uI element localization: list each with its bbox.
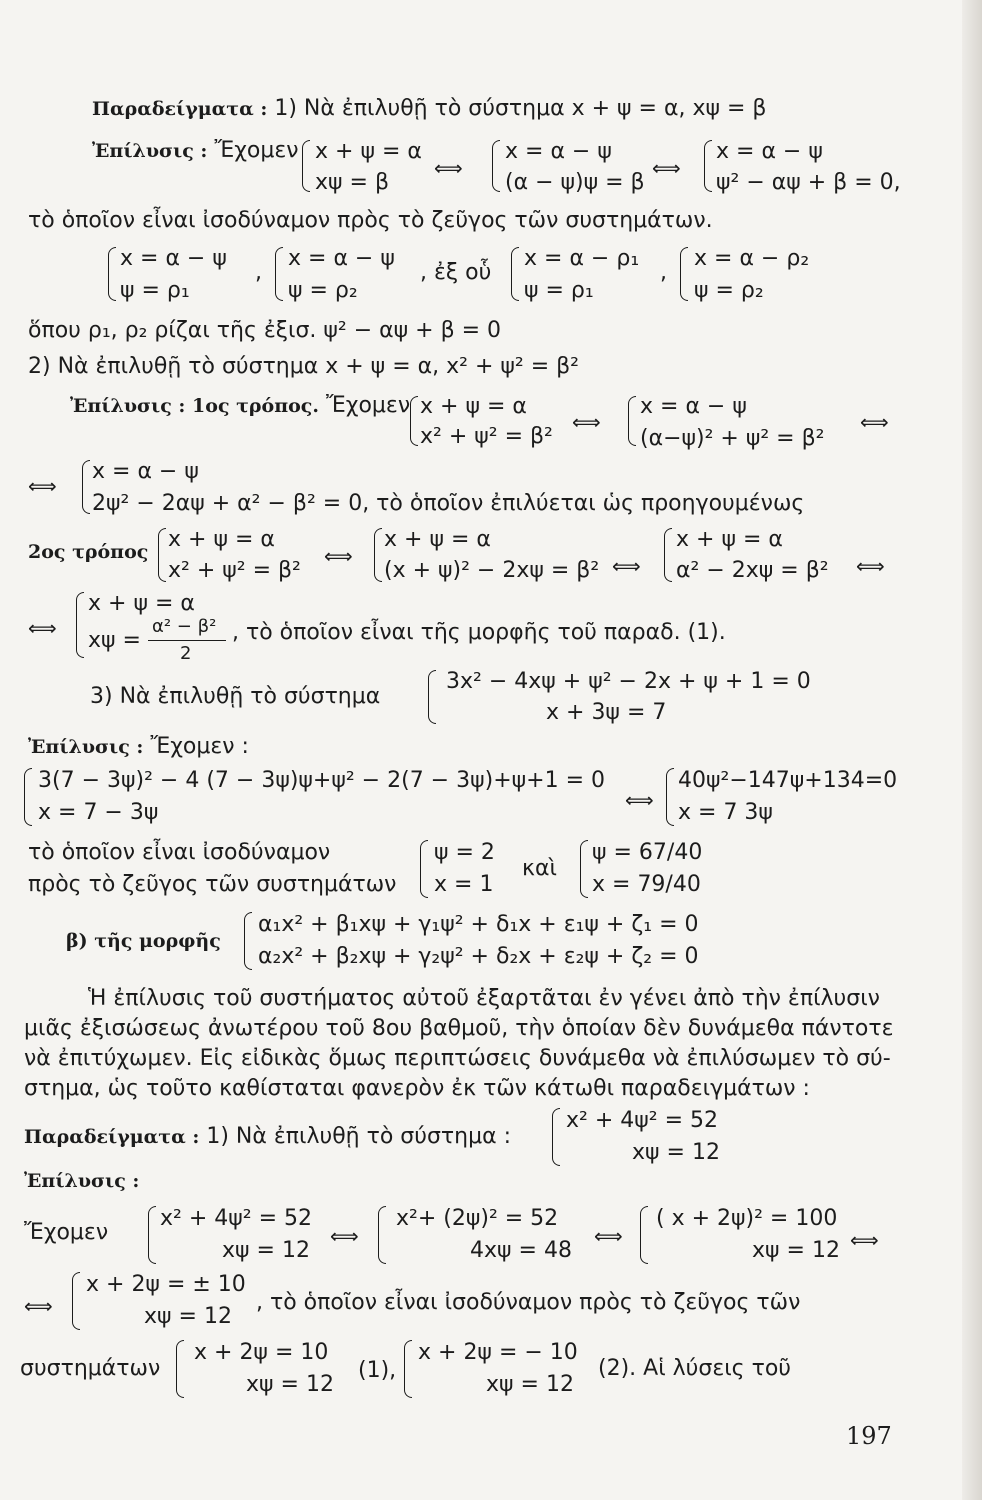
eq: x + ψ = α bbox=[676, 527, 783, 552]
brace bbox=[404, 1340, 412, 1398]
text-line: , τὸ ὁποῖον εἶναι ἰσοδύναμον πρὸς τὸ ζεῦγος τῶν bbox=[256, 1290, 801, 1315]
eq: xψ = 12 bbox=[632, 1140, 720, 1165]
brace bbox=[580, 840, 588, 898]
text-line: τὸ ὁποῖον εἶναι ἰσοδύναμον πρὸς τὸ ζεῦγος τῶν συστημάτων. bbox=[28, 208, 713, 233]
eq: 40ψ²−147ψ+134=0 bbox=[678, 768, 898, 793]
examples-heading: Παραδείγματα : bbox=[24, 1126, 200, 1148]
brace bbox=[666, 768, 674, 826]
eq: x = α − ψ bbox=[716, 139, 823, 164]
solution-line bbox=[92, 140, 299, 162]
eq: (x + ψ)² − 2xψ = β² bbox=[384, 558, 600, 583]
equivalence-arrow: ⟺ bbox=[330, 1224, 359, 1248]
eq: 4xψ = 48 bbox=[470, 1238, 572, 1263]
eq: xψ = 12 bbox=[222, 1238, 310, 1263]
eq: ψ = ρ₂ bbox=[288, 278, 358, 303]
example-2-statement: 2) Νὰ ἐπιλυθῇ τὸ σύστημα x + ψ = α, x² + ψ² = β² bbox=[28, 354, 579, 379]
eq: ψ² − αψ + β = 0, bbox=[716, 170, 901, 195]
eq: xψ = 12 bbox=[486, 1372, 574, 1397]
brace bbox=[76, 592, 84, 658]
brace bbox=[378, 1206, 386, 1264]
example-1-line bbox=[92, 98, 766, 120]
text-line: (2). Αἱ λύσεις τοῦ bbox=[598, 1356, 792, 1381]
fraction-numerator: α² − β² bbox=[152, 616, 217, 637]
eq: (α−ψ)² + ψ² = β² bbox=[640, 426, 825, 451]
eq: ( x + 2ψ)² = 100 bbox=[656, 1206, 838, 1231]
eq: ψ = ρ₁ bbox=[120, 278, 190, 303]
echomen-text: Ἔχομεν bbox=[214, 138, 299, 163]
examples-heading: Παραδείγματα : bbox=[92, 98, 268, 120]
text-line: συστημάτων bbox=[20, 1356, 161, 1381]
text-line: τὸ ὁποῖον εἶναι ἰσοδύναμον bbox=[28, 840, 331, 865]
eq: x + 2ψ = − 10 bbox=[418, 1340, 578, 1365]
eq: x² + 4ψ² = 52 bbox=[566, 1108, 719, 1133]
eq: (α − ψ)ψ = β bbox=[505, 170, 645, 195]
eq: x = α − ρ₂ bbox=[694, 246, 810, 271]
solution-label: Ἐπίλυσις : bbox=[28, 736, 144, 758]
eq: x + 3ψ = 7 bbox=[546, 700, 667, 725]
equivalence-arrow: ⟺ bbox=[572, 410, 601, 434]
eq: x = α − ψ bbox=[92, 459, 199, 484]
example-1-statement: 1) Νὰ ἐπιλυθῇ τὸ σύστημα x + ψ = α, xψ = β bbox=[274, 96, 767, 121]
brace bbox=[374, 528, 382, 582]
eq-lhs: xψ = bbox=[88, 628, 141, 653]
page-number: 197 bbox=[846, 1422, 892, 1450]
page-gutter-shadow bbox=[962, 0, 982, 1500]
eq: 2ψ² − 2αψ + α² − β² = 0, τὸ ὁποῖον ἐπιλύεται ὡς προηγουμένως bbox=[92, 491, 805, 516]
eq: x = 7 3ψ bbox=[678, 800, 773, 825]
eq: xψ = 12 bbox=[752, 1238, 840, 1263]
equivalence-arrow: ⟺ bbox=[625, 788, 654, 812]
form-b-label: β) τῆς μορφῆς bbox=[66, 930, 221, 952]
eq: x = α − ψ bbox=[288, 246, 395, 271]
eq: ψ = 2 bbox=[434, 840, 495, 865]
ex-ou-text: , ἐξ οὗ bbox=[420, 260, 492, 285]
eq: 3x² − 4xψ + ψ² − 2x + ψ + 1 = 0 bbox=[446, 669, 811, 694]
examples-line bbox=[24, 1126, 511, 1148]
example-3-statement: 3) Νὰ ἐπιλυθῇ τὸ σύστημα bbox=[90, 684, 381, 709]
solution-label: Ἐπίλυσις : bbox=[24, 1170, 140, 1192]
paragraph-line: μιᾶς ἐξισώσεως ἀνωτέρου τοῦ 8ου βαθμοῦ, τὴν ὁποίαν δὲν δυνάμεθα πάντοτε bbox=[24, 1016, 894, 1041]
equivalence-arrow: ⟺ bbox=[24, 1294, 53, 1318]
example-statement: 1) Νὰ ἐπιλυθῇ τὸ σύστημα : bbox=[206, 1124, 512, 1149]
brace bbox=[628, 396, 636, 446]
brace bbox=[158, 528, 166, 582]
brace bbox=[24, 768, 32, 826]
echomen-text: Ἔχομεν bbox=[326, 393, 411, 418]
solution-label: Ἐπίλυσις : bbox=[92, 140, 208, 162]
eq: x = α − ρ₁ bbox=[524, 246, 640, 271]
eq: α₁x² + β₁xψ + γ₁ψ² + δ₁x + ε₁ψ + ζ₁ = 0 bbox=[258, 912, 699, 937]
text-line: , τὸ ὁποῖον εἶναι τῆς μορφῆς τοῦ παραδ. (1). bbox=[232, 620, 726, 645]
text-line: ὅπου ρ₁, ρ₂ ρίζαι τῆς ἐξισ. ψ² − αψ + β = 0 bbox=[28, 318, 502, 343]
eq: x² + ψ² = β² bbox=[168, 558, 301, 583]
brace bbox=[176, 1340, 184, 1398]
comma: , bbox=[660, 260, 667, 285]
eq: x² + ψ² = β² bbox=[420, 424, 553, 449]
paragraph-line: νὰ ἐπιτύχωμεν. Εἰς εἰδικὰς ὅμως περιπτώσεις δυνάμεθα νὰ ἐπιλύσωμεν τὸ σύ- bbox=[24, 1046, 891, 1071]
eq: xψ = β bbox=[315, 170, 389, 195]
eq: x² + 4ψ² = 52 bbox=[160, 1206, 313, 1231]
fraction-denominator: 2 bbox=[180, 643, 192, 664]
brace bbox=[664, 528, 672, 582]
equivalence-arrow: ⟺ bbox=[850, 1228, 879, 1252]
eq: x = α − ψ bbox=[640, 394, 747, 419]
brace bbox=[410, 396, 418, 446]
echomen-text: Ἔχομεν : bbox=[150, 734, 249, 759]
solution-line bbox=[70, 395, 410, 417]
brace bbox=[428, 670, 436, 724]
brace bbox=[275, 247, 283, 301]
equivalence-arrow: ⟺ bbox=[28, 616, 57, 640]
brace bbox=[492, 140, 500, 192]
brace bbox=[244, 912, 252, 970]
eq: α² − 2xψ = β² bbox=[676, 558, 829, 583]
eq: x = α − ψ bbox=[120, 246, 227, 271]
eq: x = 7 − 3ψ bbox=[38, 800, 159, 825]
solution-line bbox=[28, 736, 249, 758]
eq: x + ψ = α bbox=[384, 527, 491, 552]
method-2-label: 2ος τρόπος bbox=[28, 541, 149, 563]
eq: x²+ (2ψ)² = 52 bbox=[396, 1206, 559, 1231]
brace bbox=[680, 247, 688, 301]
brace bbox=[108, 247, 116, 301]
brace bbox=[640, 1206, 648, 1264]
eq: ψ = 67/40 bbox=[592, 840, 703, 865]
brace bbox=[552, 1108, 560, 1166]
equivalence-arrow: ⟺ bbox=[28, 474, 57, 498]
eq: x + ψ = α bbox=[168, 527, 275, 552]
equivalence-arrow: ⟺ bbox=[594, 1224, 623, 1248]
brace bbox=[704, 140, 712, 192]
paragraph-line: Ἡ ἐπίλυσις τοῦ συστήματος αὐτοῦ ἐξαρτᾶται ἐν γένει ἀπὸ τὴν ἐπίλυσιν bbox=[88, 986, 880, 1011]
method-1-label: Ἐπίλυσις : 1ος τρόπος. bbox=[70, 395, 319, 417]
brace bbox=[148, 1206, 156, 1264]
equivalence-arrow: ⟺ bbox=[324, 544, 353, 568]
brace bbox=[302, 140, 310, 192]
equivalence-arrow: ⟺ bbox=[860, 410, 889, 434]
eq: x + ψ = α bbox=[88, 591, 195, 616]
eq: xψ = 12 bbox=[246, 1372, 334, 1397]
paragraph-line: στημα, ὡς τοῦτο καθίσταται φανερὸν ἐκ τῶν κάτωθι παραδειγμάτων : bbox=[24, 1076, 810, 1101]
equivalence-arrow: ⟺ bbox=[434, 156, 463, 180]
equivalence-arrow: ⟺ bbox=[652, 156, 681, 180]
eq: x + 2ψ = 10 bbox=[194, 1340, 329, 1365]
eq: x = 1 bbox=[434, 872, 494, 897]
eq: x + 2ψ = ± 10 bbox=[86, 1272, 246, 1297]
equivalence-arrow: ⟺ bbox=[856, 554, 885, 578]
eq: 3(7 − 3ψ)² − 4 (7 − 3ψ)ψ+ψ² − 2(7 − 3ψ)+ψ+1 = 0 bbox=[38, 768, 605, 793]
comma: , bbox=[255, 260, 262, 285]
equivalence-arrow: ⟺ bbox=[612, 554, 641, 578]
eq: x + ψ = α bbox=[420, 394, 527, 419]
text-line: πρὸς τὸ ζεῦγος τῶν συστημάτων bbox=[28, 872, 397, 897]
echomen-text: Ἔχομεν bbox=[24, 1220, 109, 1245]
eq: α₂x² + β₂xψ + γ₂ψ² + δ₂x + ε₂ψ + ζ₂ = 0 bbox=[258, 944, 699, 969]
eq: x + ψ = α bbox=[315, 139, 422, 164]
eq: x = α − ψ bbox=[505, 139, 612, 164]
brace bbox=[82, 460, 90, 514]
kai-text: καὶ bbox=[522, 856, 557, 881]
eq: xψ = 12 bbox=[144, 1304, 232, 1329]
eq: ψ = ρ₂ bbox=[694, 278, 764, 303]
fraction-bar bbox=[148, 640, 226, 641]
eq: ψ = ρ₁ bbox=[524, 278, 594, 303]
system-label: (1), bbox=[358, 1358, 397, 1383]
eq: x = 79/40 bbox=[592, 872, 701, 897]
brace bbox=[511, 247, 519, 301]
brace bbox=[72, 1272, 80, 1330]
brace bbox=[420, 840, 428, 898]
